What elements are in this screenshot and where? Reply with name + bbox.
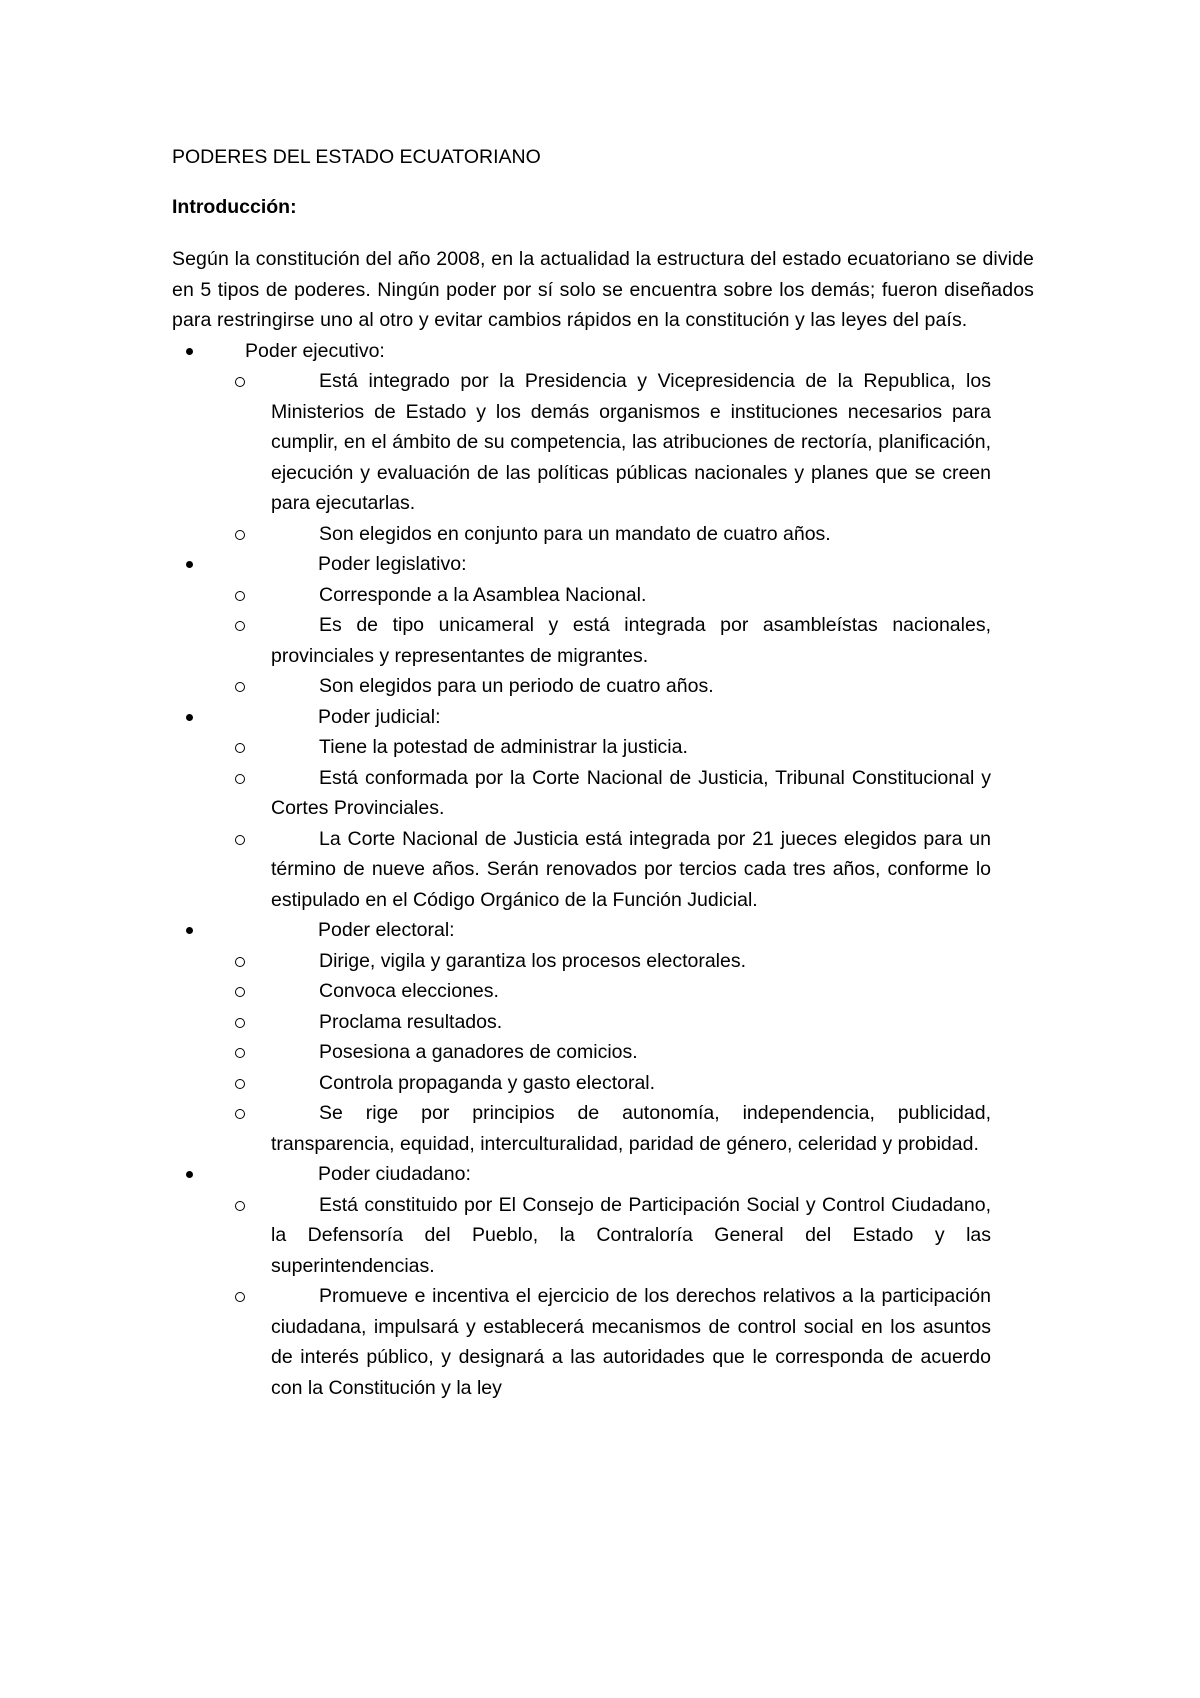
- sub-item: [172, 976, 991, 1007]
- bullet-icon: [186, 1171, 193, 1178]
- bullet-icon: [186, 561, 193, 568]
- sub-item-text: Son elegidos para un periodo de cuatro años.: [319, 675, 714, 697]
- sub-item-text: Promueve e incentiva el ejercicio de los derechos relativos a la participación ciudadana, impulsará y establecerá mecanismos de control social en los asuntos de interés público, y designará a las autoridades que le corresponda de acuerdo con la Constitución y la ley: [271, 1285, 991, 1399]
- circle-bullet-icon: [235, 743, 245, 753]
- power-label: Poder legislativo:: [318, 553, 467, 575]
- sub-item-text: Controla propaganda y gasto electoral.: [319, 1071, 656, 1094]
- sub-item-text: Se rige por principios de autonomía, independencia, publicidad, transparencia, equidad, interculturalidad, paridad de género, celeridad y probidad.: [271, 1102, 991, 1155]
- sub-item-text: Está integrado por la Presidencia y Vicepresidencia de la Republica, los Ministerios de Estado y los demás organismos e instituciones necesarios para cumplir, en el ámbito de su competencia, las atribuciones de rectoría, planificación, ejecución y evaluación de las políticas públicas nacionales y planes que se creen para ejecutarlas.: [271, 370, 991, 514]
- bullet-icon: [186, 927, 193, 934]
- power-item-electoral: [172, 915, 1034, 1159]
- power-label: Poder ciudadano:: [318, 1163, 471, 1185]
- power-label: Poder judicial:: [318, 705, 441, 728]
- sub-item: [172, 580, 991, 611]
- sub-list: [172, 580, 1034, 702]
- circle-bullet-icon: [235, 1292, 245, 1302]
- circle-bullet-icon: [235, 1079, 245, 1089]
- sub-item: [172, 1007, 991, 1038]
- circle-bullet-icon: [235, 621, 245, 631]
- power-item-legislativo: [172, 549, 1034, 702]
- power-label: Poder electoral:: [318, 919, 455, 941]
- circle-bullet-icon: [235, 835, 245, 845]
- sub-item: [172, 946, 991, 977]
- power-label: Poder ejecutivo:: [245, 339, 385, 362]
- document-body: [172, 142, 1034, 1403]
- circle-bullet-icon: [235, 591, 245, 601]
- circle-bullet-icon: [235, 682, 245, 692]
- sub-item: [172, 1068, 991, 1099]
- power-item-judicial: [172, 702, 1034, 916]
- sub-item: [172, 671, 991, 702]
- powers-list: [172, 336, 1034, 1404]
- sub-item: [172, 732, 991, 763]
- sub-item: [172, 1037, 991, 1068]
- sub-item: [172, 1190, 991, 1282]
- circle-bullet-icon: [235, 1018, 245, 1028]
- sub-item: [172, 1098, 991, 1159]
- sub-item-text: Está conformada por la Corte Nacional de Justicia, Tribunal Constitucional y Cortes Provinciales.: [271, 766, 991, 819]
- sub-item: [172, 610, 991, 671]
- circle-bullet-icon: [235, 1201, 245, 1211]
- sub-item-text: Está constituido por El Consejo de Participación Social y Control Ciudadano, la Defensoría del Pueblo, la Contraloría General del Estado y las superintendencias.: [271, 1193, 991, 1277]
- sub-item-text: Son elegidos en conjunto para un mandato de cuatro años.: [319, 522, 831, 545]
- sub-item-text: Proclama resultados.: [319, 1010, 503, 1033]
- document-title: PODERES DEL ESTADO ECUATORIANO: [172, 146, 541, 168]
- sub-item: [172, 519, 991, 550]
- sub-item-text: Convoca elecciones.: [319, 980, 499, 1002]
- circle-bullet-icon: [235, 957, 245, 967]
- power-item-ejecutivo: [172, 336, 1034, 550]
- sub-list: [172, 946, 1034, 1160]
- bullet-icon: [186, 348, 193, 355]
- circle-bullet-icon: [235, 377, 245, 387]
- bullet-icon: [186, 714, 193, 721]
- sub-item-text: Tiene la potestad de administrar la justicia.: [319, 736, 688, 758]
- sub-item: [172, 366, 991, 519]
- sub-list: [172, 732, 1034, 915]
- circle-bullet-icon: [235, 1109, 245, 1119]
- intro-paragraph: Según la constitución del año 2008, en la actualidad la estructura del estado ecuatoriano se divide en 5 tipos de poderes. Ningún poder por sí solo se encuentra sobre los demás; fueron diseñados para restringirse uno al otro y evitar cambios rápidos en la constitución y las leyes del país.: [172, 248, 1034, 331]
- sub-item-text: La Corte Nacional de Justicia está integrada por 21 jueces elegidos para un término de nueve años. Serán renovados por tercios cada tres años, conforme lo estipulado en el Código Orgánico de la Función Judicial.: [271, 827, 991, 911]
- sub-item: [172, 824, 991, 916]
- sub-list: [172, 1190, 1034, 1404]
- sub-item: [172, 763, 991, 824]
- circle-bullet-icon: [235, 530, 245, 540]
- sub-item: [172, 1281, 991, 1403]
- intro-heading: Introducción:: [172, 195, 297, 218]
- sub-item-text: Es de tipo unicameral y está integrada por asambleístas nacionales, provinciales y representantes de migrantes.: [271, 614, 991, 667]
- sub-item-text: Corresponde a la Asamblea Nacional.: [319, 583, 647, 606]
- circle-bullet-icon: [235, 1048, 245, 1058]
- circle-bullet-icon: [235, 987, 245, 997]
- sub-item-text: Posesiona a ganadores de comicios.: [319, 1041, 638, 1063]
- power-item-ciudadano: [172, 1159, 1034, 1403]
- sub-list: [172, 366, 1034, 549]
- sub-item-text: Dirige, vigila y garantiza los procesos electorales.: [319, 949, 747, 972]
- circle-bullet-icon: [235, 774, 245, 784]
